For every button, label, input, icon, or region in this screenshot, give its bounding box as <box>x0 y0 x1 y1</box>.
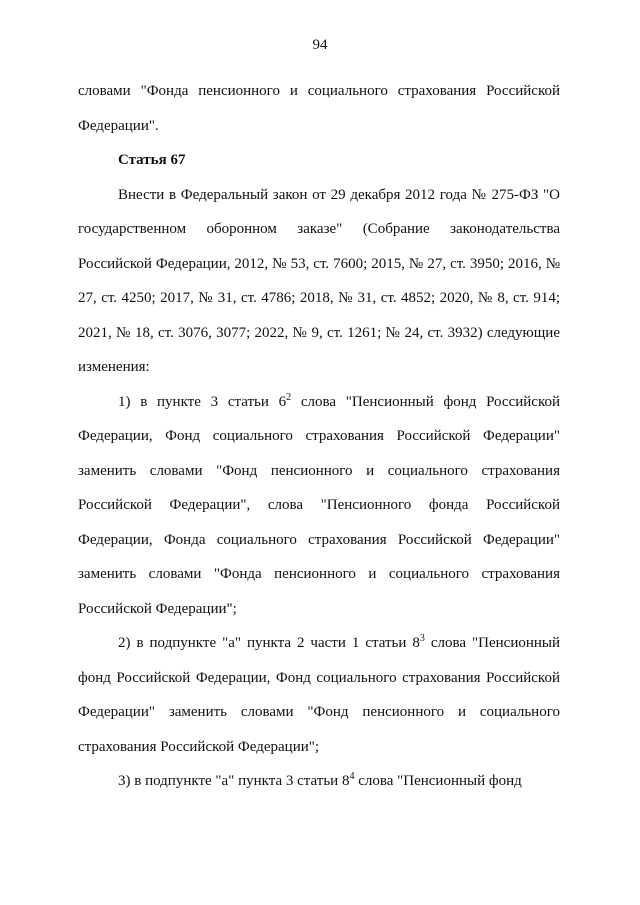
list-item-3 <box>78 764 560 799</box>
list-item-2-text: слова "Пенсионный фонд Российской Федерации, Фонд социального страхования Российской Федерации" заменить словами "Фонд пенсионного и социального страхования Российской Федерации"; <box>78 635 561 755</box>
article-heading: Статья 67 <box>118 152 186 168</box>
list-item-1 <box>78 385 560 627</box>
list-item-2-superscript: 3 <box>419 633 425 644</box>
list-item-3-lead: 3) в подпункте "а" пункта 3 статьи 8 <box>118 773 350 789</box>
list-item-1-superscript: 2 <box>286 391 292 403</box>
list-item-3-text: слова "Пенсионный фонд <box>354 773 522 789</box>
list-item-1-text: слова "Пенсионный фонд Российской Федерации, Фонд социального страхования Российской Федерации" заменить словами "Фонд пенсионного и социального страхования Российской Федерации", слова "Пенсионного фонда Российской Федерации, Фонда социального страхования Российской Федерации" заменить словами "Фонда пенсионного и социального страхования Российской Федерации"; <box>78 393 560 617</box>
list-item-3-superscript: 4 <box>349 771 355 782</box>
list-item-2-lead: 2) в подпункте "а" пункта 2 части 1 статьи 8 <box>118 635 420 651</box>
page-number: 94 <box>312 37 328 53</box>
list-item-2 <box>78 626 560 764</box>
list-item-1-lead: 1) в пункте 3 статьи 6 <box>118 393 287 410</box>
paragraph-continuation: словами "Фонда пенсионного и социального страхования Российской Федерации". <box>78 83 560 134</box>
article-intro-paragraph: Внести в Федеральный закон от 29 декабря 2012 года № 275-ФЗ "О государственном оборонном заказе" (Собрание законодательства Российской Федерации, 2012, № 53, ст. 7600; 2015, № 27, ст. 3950; 2016, № 27, ст. 4250; 2017, № 31, ст. 4786; 2018, № 31, ст. 4852; 2020, № 8, ст. 914; 2021, № 18, ст. 3076, 3077; 2022, № 9, ст. 1261; № 24, ст. 3932) следующие изменения: <box>78 186 560 375</box>
document-body <box>78 74 560 799</box>
